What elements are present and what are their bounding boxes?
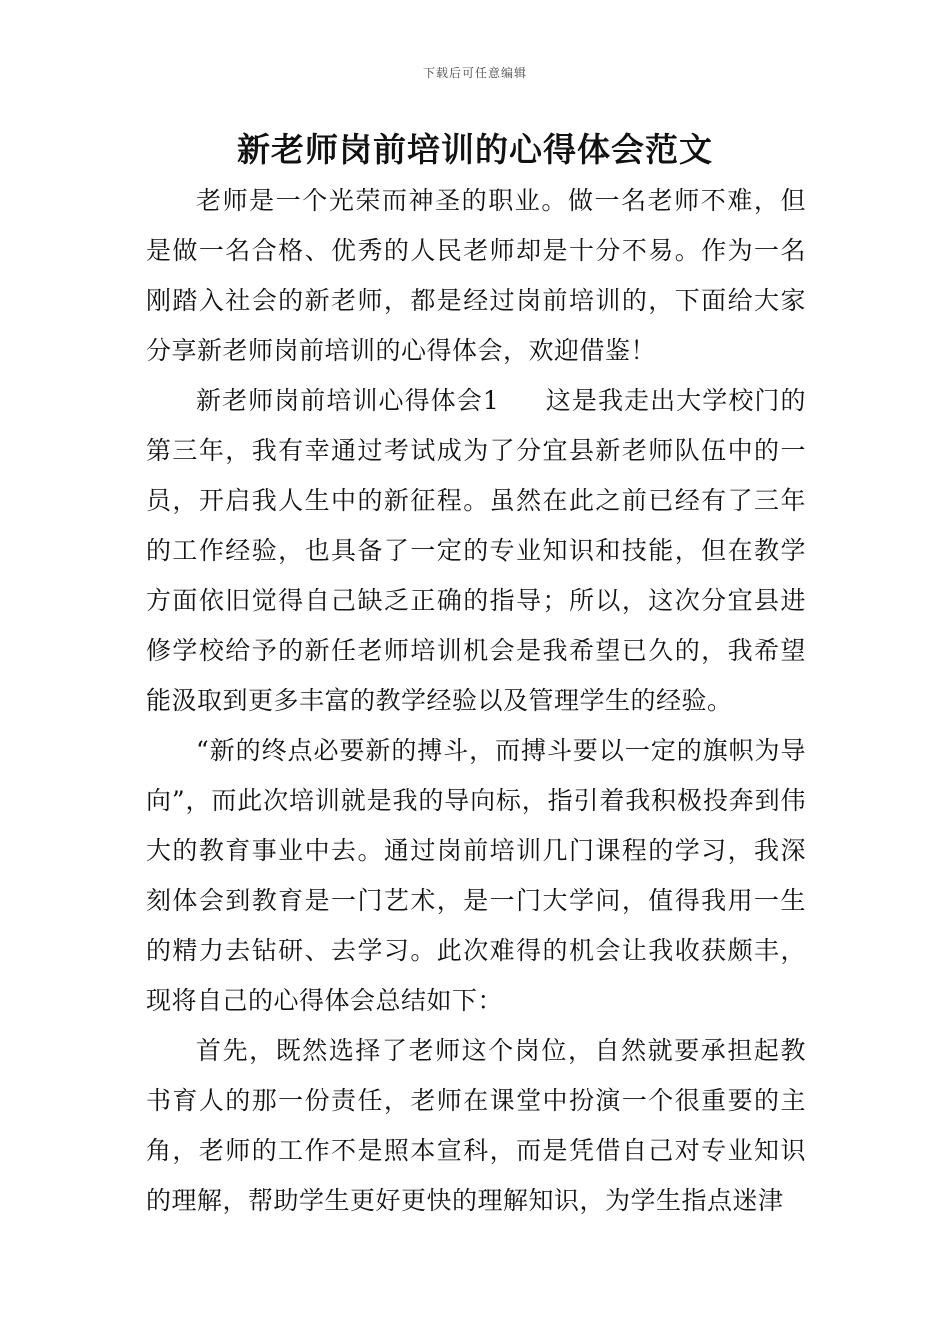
paragraph-intro: 老师是一个光荣而神圣的职业。做一名老师不难，但是做一名合格、优秀的人民老师却是十分不易。作为一名刚踏入社会的新老师，都是经过岗前培训的，下面给大家分享新老师岗前培训的心得体会，欢迎借鉴！: [146, 186, 806, 365]
document-title: 新老师岗前培训的心得体会范文: [237, 130, 713, 169]
document-body: [146, 176, 806, 1226]
section-intro: 这是我走出大学校门的第三年，我有幸通过考试成为了分宜县新老师队伍中的一员，开启我人生中的新征程。虽然在此之前已经有了三年的工作经验，也具备了一定的专业知识和技能，但在教学方面依旧觉得自己缺乏正确的指导；所以，这次分宜县进修学校给予的新任老师培训机会是我希望已久的，我希望能汲取到更多丰富的教学经验以及管理学生的经验。: [146, 386, 806, 715]
paragraph-section-1: [146, 376, 806, 726]
header-note: 下载后可任意编辑: [422, 66, 527, 80]
paragraph-quote: “新的终点必要新的搏斗，而搏斗要以一定的旗帜为导向”，而此次培训就是我的导向标，指引着我积极投奔到伟大的教育事业中去。通过岗前培训几门课程的学习，我深刻体会到教育是一门艺术，是一门大学问，值得我用一生的精力去钻研、去学习。此次难得的机会让我收获颇丰，现将自己的心得体会总结如下：: [146, 736, 806, 1015]
paragraph-first: 首先，既然选择了老师这个岗位，自然就要承担起教书育人的那一份责任，老师在课堂中扮演一个很重要的主角，老师的工作不是照本宣科，而是凭借自己对专业知识的理解，帮助学生更好更快的理解知识，为学生指点迷津: [146, 1036, 806, 1215]
section-heading: 新老师岗前培训心得体会1: [196, 386, 500, 415]
